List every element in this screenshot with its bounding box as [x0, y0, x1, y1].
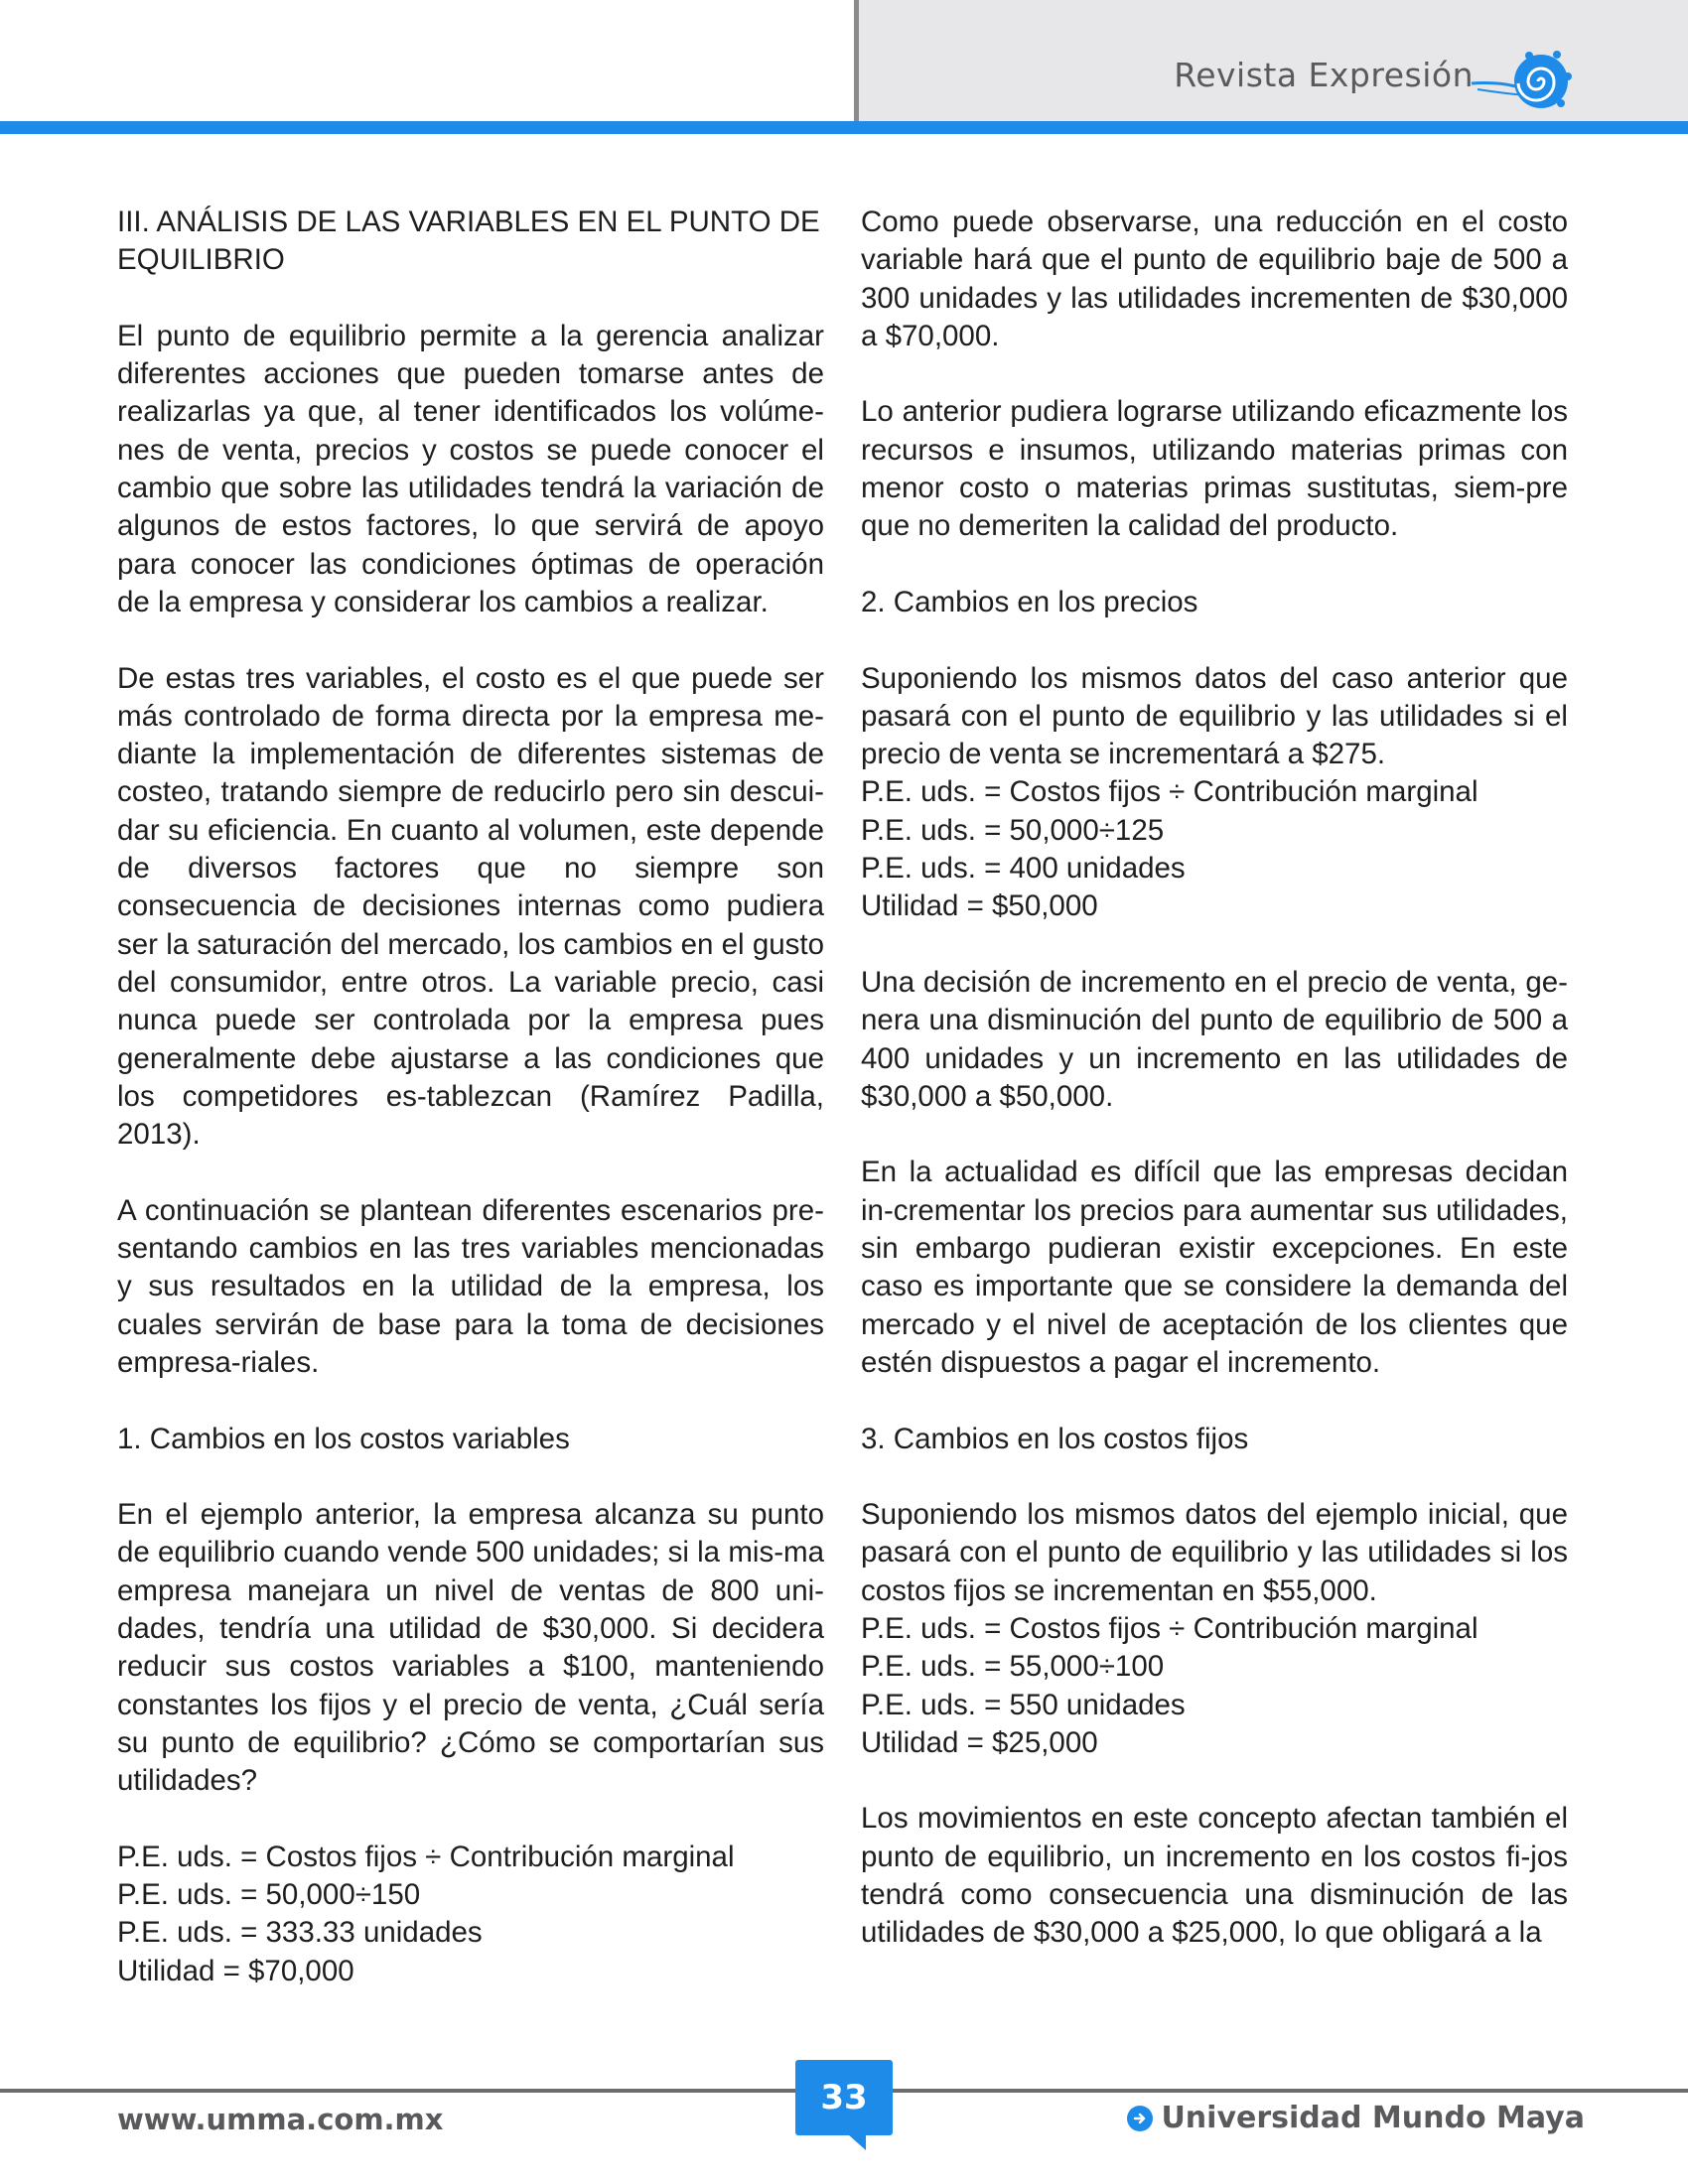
formula-line: Utilidad = $25,000: [861, 1725, 1098, 1759]
paragraph: Lo anterior pudiera lograrse utilizando eficazmente los recursos e insumos, utilizando materias primas con menor costo o materias primas sustitutas, siem-pre que no demeriten la calidad del producto.: [861, 395, 1568, 543]
formula-block: [861, 1496, 1568, 1762]
arrow-right-circle-icon: [1127, 2106, 1153, 2131]
paragraph: En el ejemplo anterior, la empresa alcanza su punto de equilibrio cuando vende 500 unidades; si la mis-ma empresa manejara un nivel de ventas de 800 uni-dades, tendría una utilidad de $30,000. Si decidera reducir sus costos variables a $100, manteniendo constantes los fijos y el precio de venta, ¿Cuál sería su punto de equilibrio? ¿Cómo se comportarían sus utilidades?: [117, 1498, 824, 1798]
paragraph: Los movimientos en este concepto afectan también el punto de equilibrio, un incremento en los costos fi-jos tendrá como consecuencia una disminución de las utilidades de $30,000 a $25,000, lo que obligará a la: [861, 1802, 1568, 1950]
formula-line: P.E. uds. = 400 unidades: [861, 852, 1186, 886]
formula-line: P.E. uds. = 50,000÷150: [117, 1878, 421, 1912]
journal-title: Revista Expresión: [1174, 56, 1474, 94]
section-heading: III. ANÁLISIS DE LAS VARIABLES EN EL PUNTO DE EQUILIBRIO: [117, 205, 820, 277]
formula-line: P.E. uds. = Costos fijos ÷ Contribución marginal: [861, 1611, 1478, 1645]
formula-line: P.E. uds. = 333.33 unidades: [117, 1916, 483, 1950]
university-label: Universidad Mundo Maya: [1161, 2101, 1585, 2135]
paragraph: Una decisión de incremento en el precio de venta, ge-nera una disminución del punto de equilibrio de 500 a 400 unidades y un incremento en las utilidades de $30,000 a $50,000.: [861, 965, 1568, 1113]
page-number: 33: [795, 2060, 893, 2135]
paragraph: El punto de equilibrio permite a la gerencia analizar diferentes acciones que pueden tomarse antes de realizarlas ya que, al tener identificados los volúme-nes de venta, precios y costos se puede conocer el cambio que sobre las utilidades tendrá la variación de algunos de estos factores, lo que servirá de apoyo para conocer las condiciones óptimas de operación de la empresa y considerar los cambios a realizar.: [117, 319, 824, 618]
left-column: [117, 204, 824, 1990]
spiral-logo-icon: [1470, 42, 1575, 121]
subheading: 1. Cambios en los costos variables: [117, 1422, 570, 1455]
formula-line: P.E. uds. = 550 unidades: [861, 1688, 1186, 1721]
formula-block: [117, 1839, 824, 1990]
subheading: 3. Cambios en los costos fijos: [861, 1422, 1249, 1455]
paragraph: De estas tres variables, el costo es el que puede ser más controlado de forma directa por la empresa me-diante la implementación de diferentes sistemas de costeo, tratando siempre de reducirlo pero sin descui-dar su eficiencia. En cuanto al volumen, este depende de diversos factores que no siempre son consecuencia de decisiones internas como pudiera ser la saturación del mercado, los cambios en el gusto del consumidor, entre otros. La variable precio, casi nunca puede ser controlada por la empresa pues generalmente debe ajustarse a las condiciones que los competidores es-tablezcan (Ramírez Padilla, 2013).: [117, 661, 824, 1152]
header-accent-bar: [0, 121, 1688, 134]
paragraph-line: Suponiendo los mismos datos del caso anterior que pasará con el punto de equilibrio y las utilidades si el precio de venta se incrementará a $275.: [861, 661, 1568, 771]
formula-line: P.E. uds. = 55,000÷100: [861, 1650, 1165, 1684]
paragraph: En la actualidad es difícil que las empresas decidan in-crementar los precios para aumentar sus utilidades, sin embargo pudieran existir excepciones. En este caso es importante que se considere la demanda del mercado y el nivel de aceptación de los clientes que estén dispuestos a pagar el incremento.: [861, 1156, 1568, 1379]
formula-block: [861, 660, 1568, 926]
website-link[interactable]: www.umma.com.mx: [117, 2103, 444, 2136]
right-column: [861, 204, 1568, 1953]
paragraph: Como puede observarse, una reducción en el costo variable hará que el punto de equilibrio baje de 500 a 300 unidades y las utilidades incrementen de $30,000 a $70,000.: [861, 205, 1568, 352]
formula-line: P.E. uds. = Costos fijos ÷ Contribución marginal: [117, 1840, 735, 1873]
formula-line: P.E. uds. = Costos fijos ÷ Contribución marginal: [861, 775, 1478, 809]
formula-line: Utilidad = $70,000: [117, 1954, 354, 1987]
formula-line: P.E. uds. = 50,000÷125: [861, 813, 1165, 847]
paragraph-line: Suponiendo los mismos datos del ejemplo inicial, que pasará con el punto de equilibrio y las utilidades si los costos fijos se incrementan en $55,000.: [861, 1498, 1568, 1607]
page-badge-tail: [848, 2134, 866, 2150]
subheading: 2. Cambios en los precios: [861, 585, 1198, 618]
header-divider: [854, 0, 859, 123]
university-name: [1127, 2101, 1585, 2135]
formula-line: Utilidad = $50,000: [861, 889, 1098, 923]
paragraph: A continuación se plantean diferentes escenarios pre-sentando cambios en las tres variables mencionadas y sus resultados en la utilidad de la empresa, los cuales servirán de base para la toma de decisiones empresa-riales.: [117, 1193, 824, 1379]
